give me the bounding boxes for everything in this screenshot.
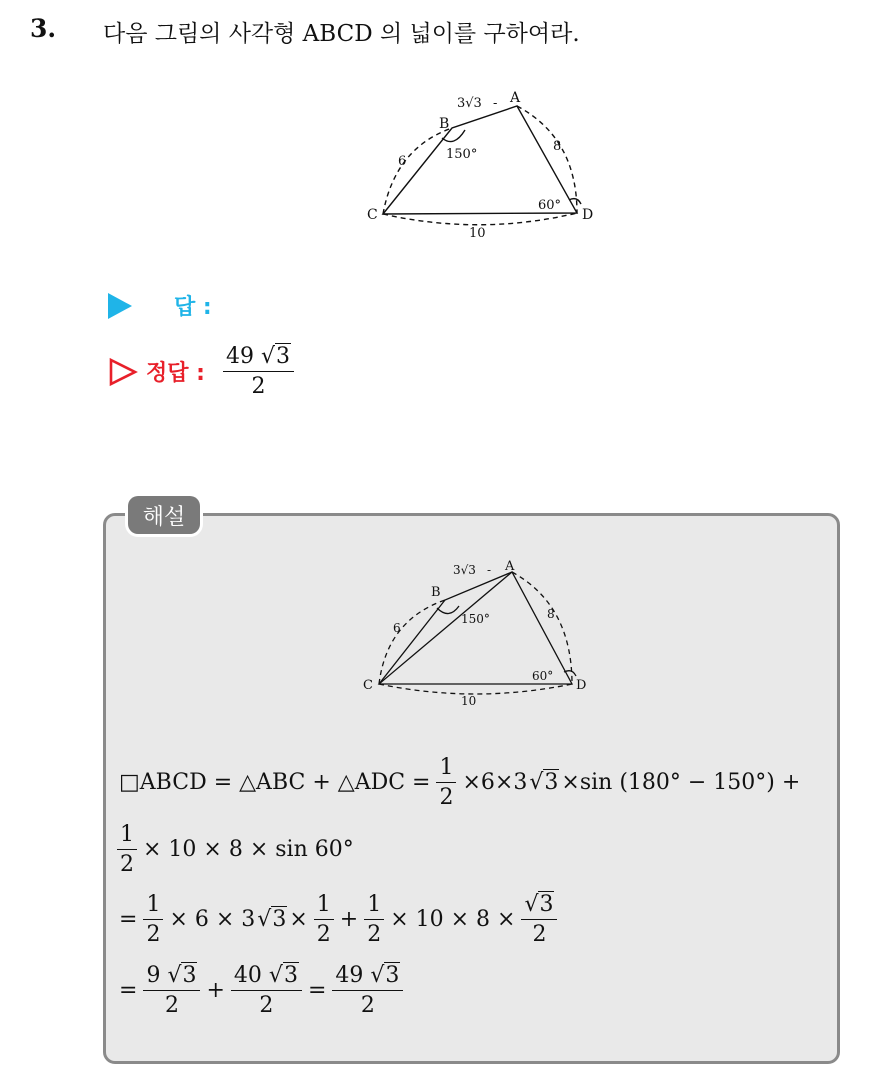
label-ab-dash: - bbox=[493, 96, 498, 111]
label-ad: 8 bbox=[553, 139, 562, 154]
label-b: B bbox=[439, 116, 450, 132]
question-number: 3. bbox=[30, 14, 57, 43]
solution-line-2: $\frac{1}{2}$ × 10 × 8 × sin 60° bbox=[117, 822, 356, 878]
label-bc: 6 bbox=[398, 154, 407, 169]
solution-line-4: = $\frac{9 √3}{2}$ + $\frac{40 √3}{2}$ = $\frac{49 √3}{2}$ bbox=[117, 963, 407, 1019]
solution-label-ab: 3√3 bbox=[453, 563, 476, 577]
label-d: D bbox=[582, 207, 594, 223]
solution-arc-cd bbox=[379, 684, 572, 694]
label-cd: 10 bbox=[469, 226, 486, 241]
label-a: A bbox=[510, 90, 521, 106]
quadrilateral-figure bbox=[355, 78, 605, 243]
solution-label-c: C bbox=[363, 678, 373, 693]
solution-label-cd: 10 bbox=[461, 694, 477, 708]
solution-quadrilateral bbox=[379, 572, 572, 684]
correct-answer-value: $\frac{49 √3}{2}$ bbox=[223, 344, 294, 400]
solution-label-d: D bbox=[576, 678, 587, 693]
question-text: 다음 그림의 사각형 ABCD 의 넓이를 구하여라. bbox=[103, 21, 580, 47]
solution-label-angle-b: 150° bbox=[461, 612, 490, 626]
label-angle-d: 60° bbox=[538, 198, 562, 213]
solution-angle-b-arc bbox=[437, 606, 459, 614]
solution-line-1: □ABCD = △ABC + △ADC = $\frac{1}{2}$ ×6×3 √3 ×sin (180° − 150°) + bbox=[119, 755, 801, 811]
solution-label-ad: 8 bbox=[547, 607, 555, 621]
solution-label-b: B bbox=[431, 585, 441, 600]
solution-figure bbox=[357, 550, 607, 710]
solution-label-a: A bbox=[505, 559, 515, 574]
answer-label: 답 : bbox=[174, 295, 212, 320]
label-angle-b: 150° bbox=[446, 147, 478, 162]
label-ab: 3√3 bbox=[457, 96, 482, 111]
correct-answer-row bbox=[108, 344, 298, 400]
play-triangle-icon bbox=[108, 293, 132, 319]
label-c: C bbox=[367, 207, 378, 223]
answer-row bbox=[108, 290, 212, 321]
outline-triangle-icon bbox=[108, 357, 138, 387]
solution-label-bc: 6 bbox=[393, 621, 401, 635]
dim-arc-cd bbox=[383, 213, 577, 225]
solution-line-3: = $\frac{1}{2}$ × 6 × 3 √3 × $\frac{1}{2}$ + $\frac{1}{2}$ × 10 × 8 × $\frac{√3}{2}$ bbox=[117, 892, 561, 948]
solution-label-ab-dash: - bbox=[487, 563, 492, 577]
correct-answer-label: 정답 : bbox=[146, 361, 205, 387]
solution-tag: 해설 bbox=[128, 496, 200, 534]
solution-label-angle-d: 60° bbox=[532, 669, 554, 683]
